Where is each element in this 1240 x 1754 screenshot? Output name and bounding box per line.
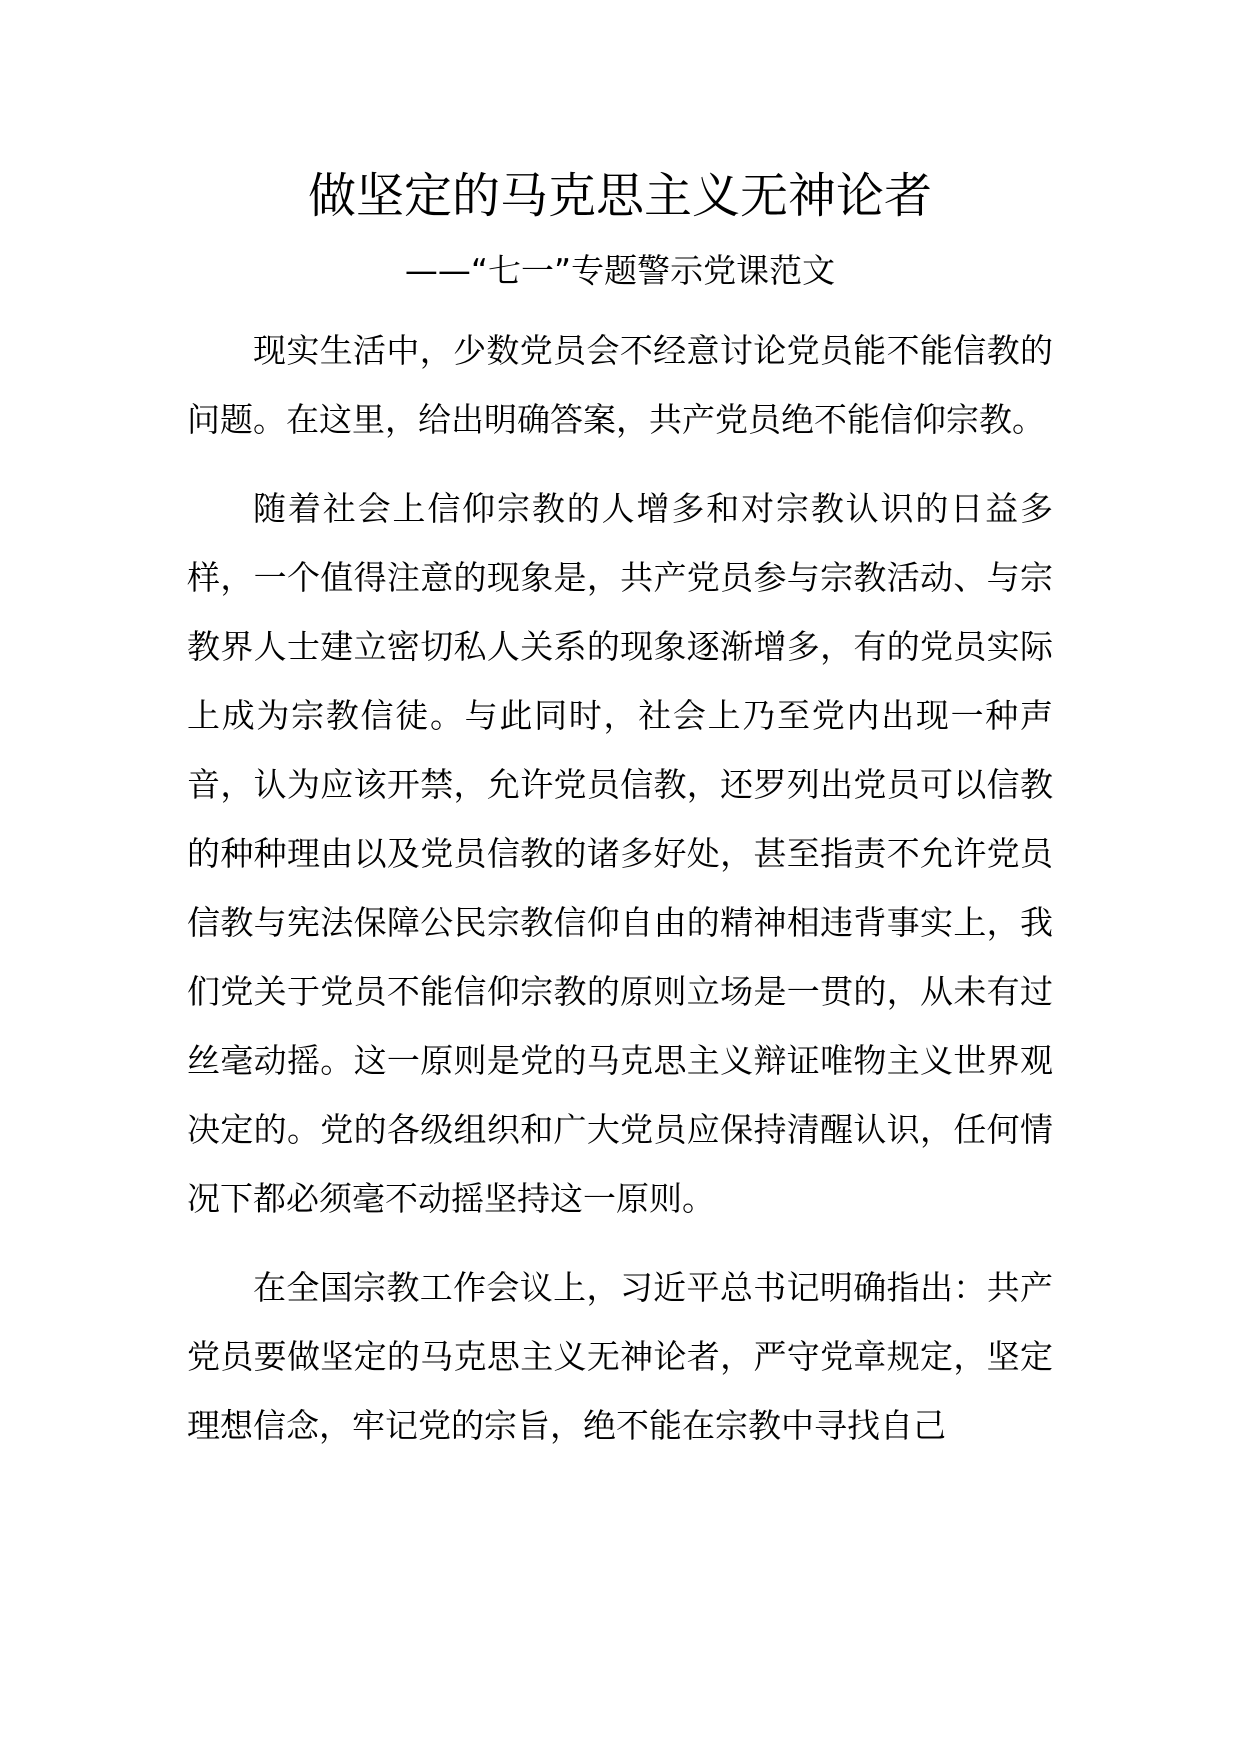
- paragraph: 在全国宗教工作会议上，习近平总书记明确指出：共产党员要做坚定的马克思主义无神论者，严守党章规定，坚定理想信念，牢记党的宗旨，绝不能在宗教中寻找自己: [187, 1268, 1053, 1445]
- document-body: [187, 160, 1053, 1460]
- paragraph: 现实生活中，少数党员会不经意讨论党员能不能信教的问题。在这里，给出明确答案，共产党员绝不能信仰宗教。: [187, 331, 1053, 439]
- document-title: 做坚定的马克思主义无神论者: [307, 168, 932, 224]
- paragraph: 随着社会上信仰宗教的人增多和对宗教认识的日益多样，一个值得注意的现象是，共产党员参与宗教活动、与宗教界人士建立密切私人关系的现象逐渐增多，有的党员实际上成为宗教信徒。与此同时，社会上乃至党内出现一种声音，认为应该开禁，允许党员信教，还罗列出党员可以信教的种种理由以及党员信教的诸多好处，甚至指责不允许党员信教与宪法保障公民宗教信仰自由的精神相违背事实上，我们党关于党员不能信仰宗教的原则立场是一贯的，从未有过丝毫动摇。这一原则是党的马克思主义辩证唯物主义世界观决定的。党的各级组织和广大党员应保持清醒认识，任何情况下都必须毫不动摇坚持这一原则。: [187, 489, 1053, 1218]
- document-subtitle: ——“七一”专题警示党课范文: [404, 251, 836, 290]
